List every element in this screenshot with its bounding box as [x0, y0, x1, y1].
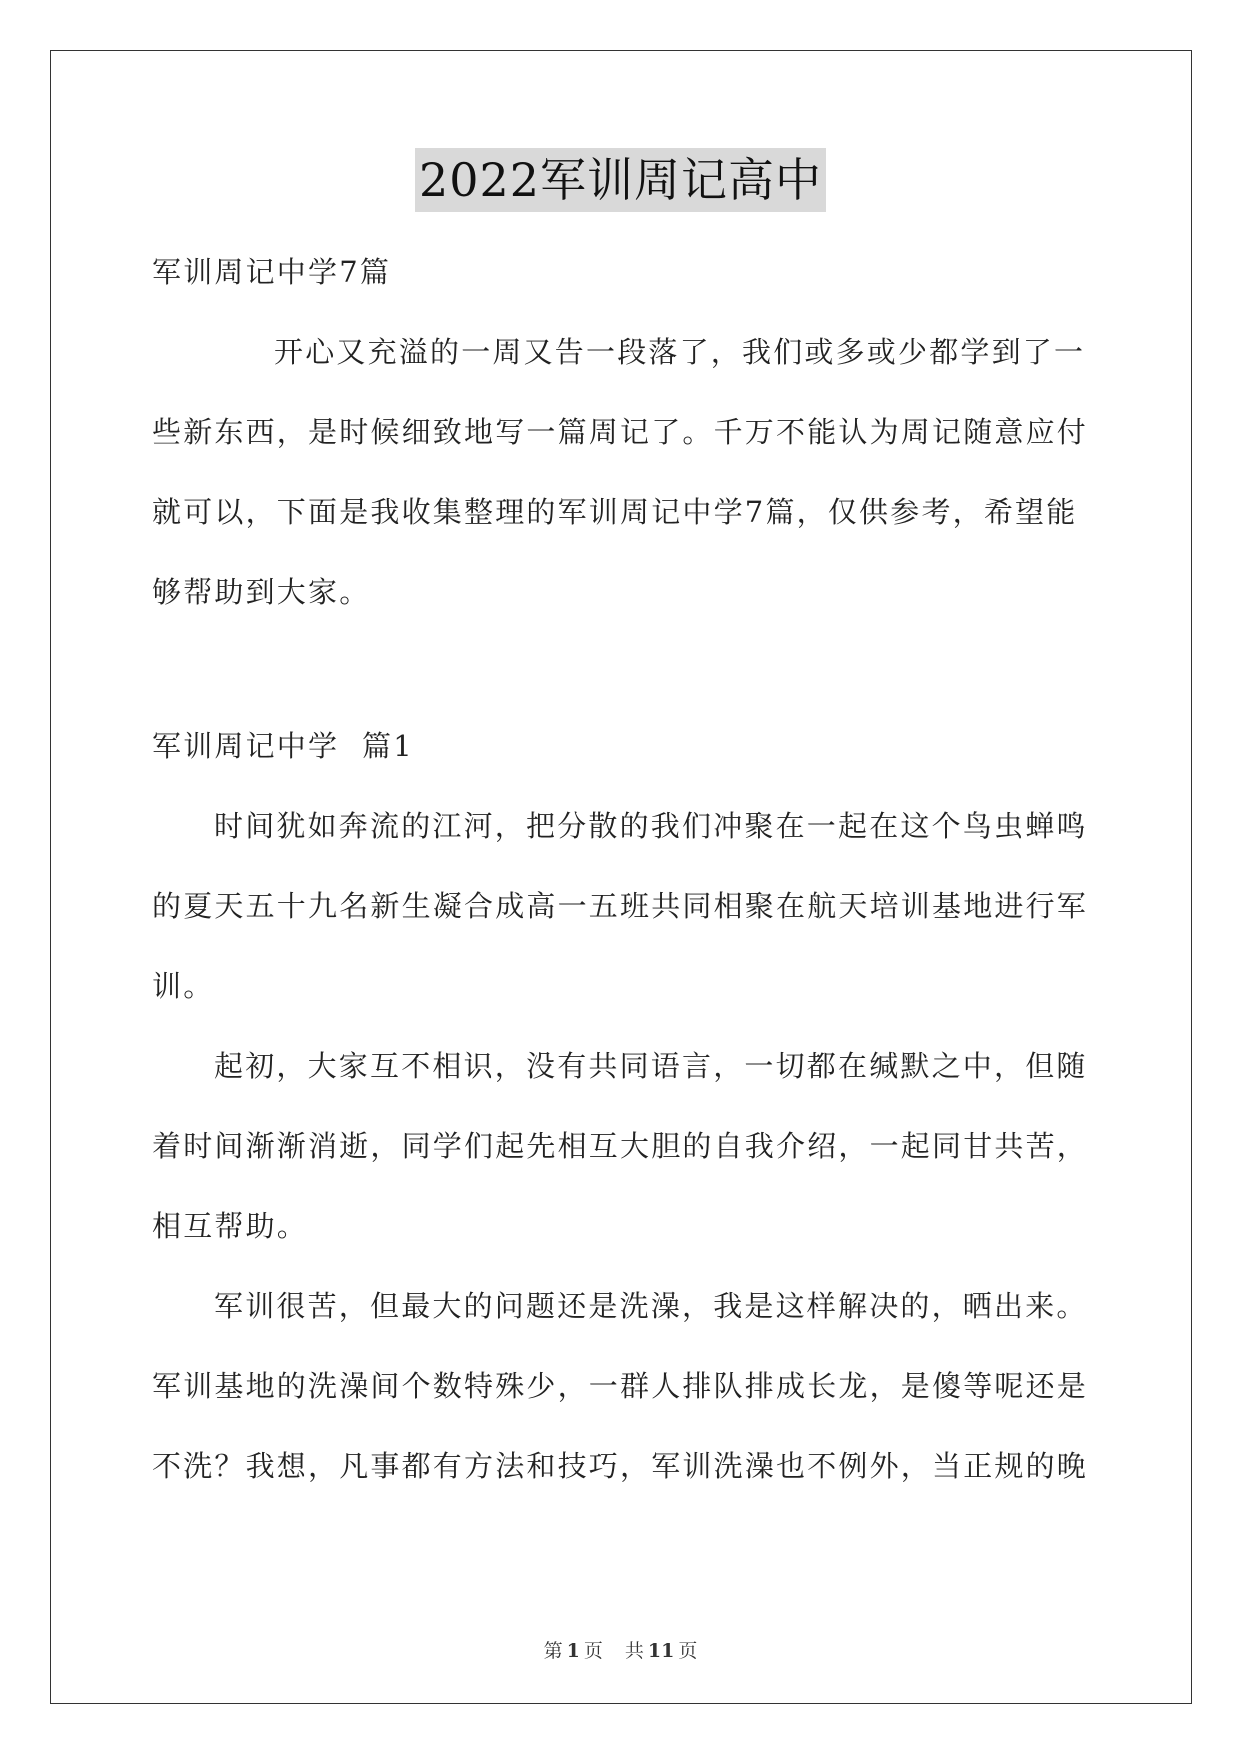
total-pages: 11 — [647, 1640, 675, 1662]
page-total — [621, 1640, 701, 1662]
page-unit: 页 — [583, 1640, 603, 1662]
page-footer — [0, 1636, 1241, 1663]
paragraph-line: 军训基地的洗澡间个数特殊少，一群人排队排成长龙，是傻等呢还是 — [152, 1369, 1089, 1403]
document-subtitle: 军训周记中学7篇 — [152, 255, 392, 289]
intro-line: 开心又充溢的一周又告一段落了，我们或多或少都学到了一 — [274, 335, 1086, 369]
total-unit: 页 — [678, 1640, 698, 1662]
paragraph-line: 不洗？我想，凡事都有方法和技巧，军训洗澡也不例外，当正规的晚 — [152, 1449, 1089, 1483]
paragraph-line: 的夏天五十九名新生凝合成高一五班共同相聚在航天培训基地进行军 — [152, 889, 1089, 923]
intro-line: 就可以，下面是我收集整理的军训周记中学7篇，仅供参考，希望能 — [152, 495, 1078, 529]
paragraph-line: 着时间渐渐消逝，同学们起先相互大胆的自我介绍，一起同甘共苦， — [152, 1129, 1089, 1163]
paragraph-line: 训。 — [152, 969, 215, 1003]
intro-line: 些新东西，是时候细致地写一篇周记了。千万不能认为周记随意应付 — [152, 415, 1089, 449]
paragraph-line: 军训很苦，但最大的问题还是洗澡，我是这样解决的，晒出来。 — [214, 1289, 1088, 1323]
paragraph-line: 起初，大家互不相识，没有共同语言，一切都在缄默之中，但随 — [214, 1049, 1088, 1083]
current-page: 1 — [566, 1640, 580, 1662]
page-prefix: 第 — [543, 1640, 563, 1662]
total-prefix: 共 — [624, 1640, 644, 1662]
document-title: 2022军训周记高中 — [415, 148, 826, 212]
section-gap — [152, 632, 1092, 706]
title-container — [0, 148, 1241, 212]
section-heading: 军训周记中学 篇1 — [152, 729, 414, 763]
paragraph-line: 相互帮助。 — [152, 1209, 309, 1243]
intro-line: 够帮助到大家。 — [152, 575, 371, 609]
document-body — [152, 232, 1092, 1506]
paragraph-line: 时间犹如奔流的江河，把分散的我们冲聚在一起在这个鸟虫蝉鸣 — [214, 809, 1088, 843]
page-number — [540, 1640, 607, 1662]
